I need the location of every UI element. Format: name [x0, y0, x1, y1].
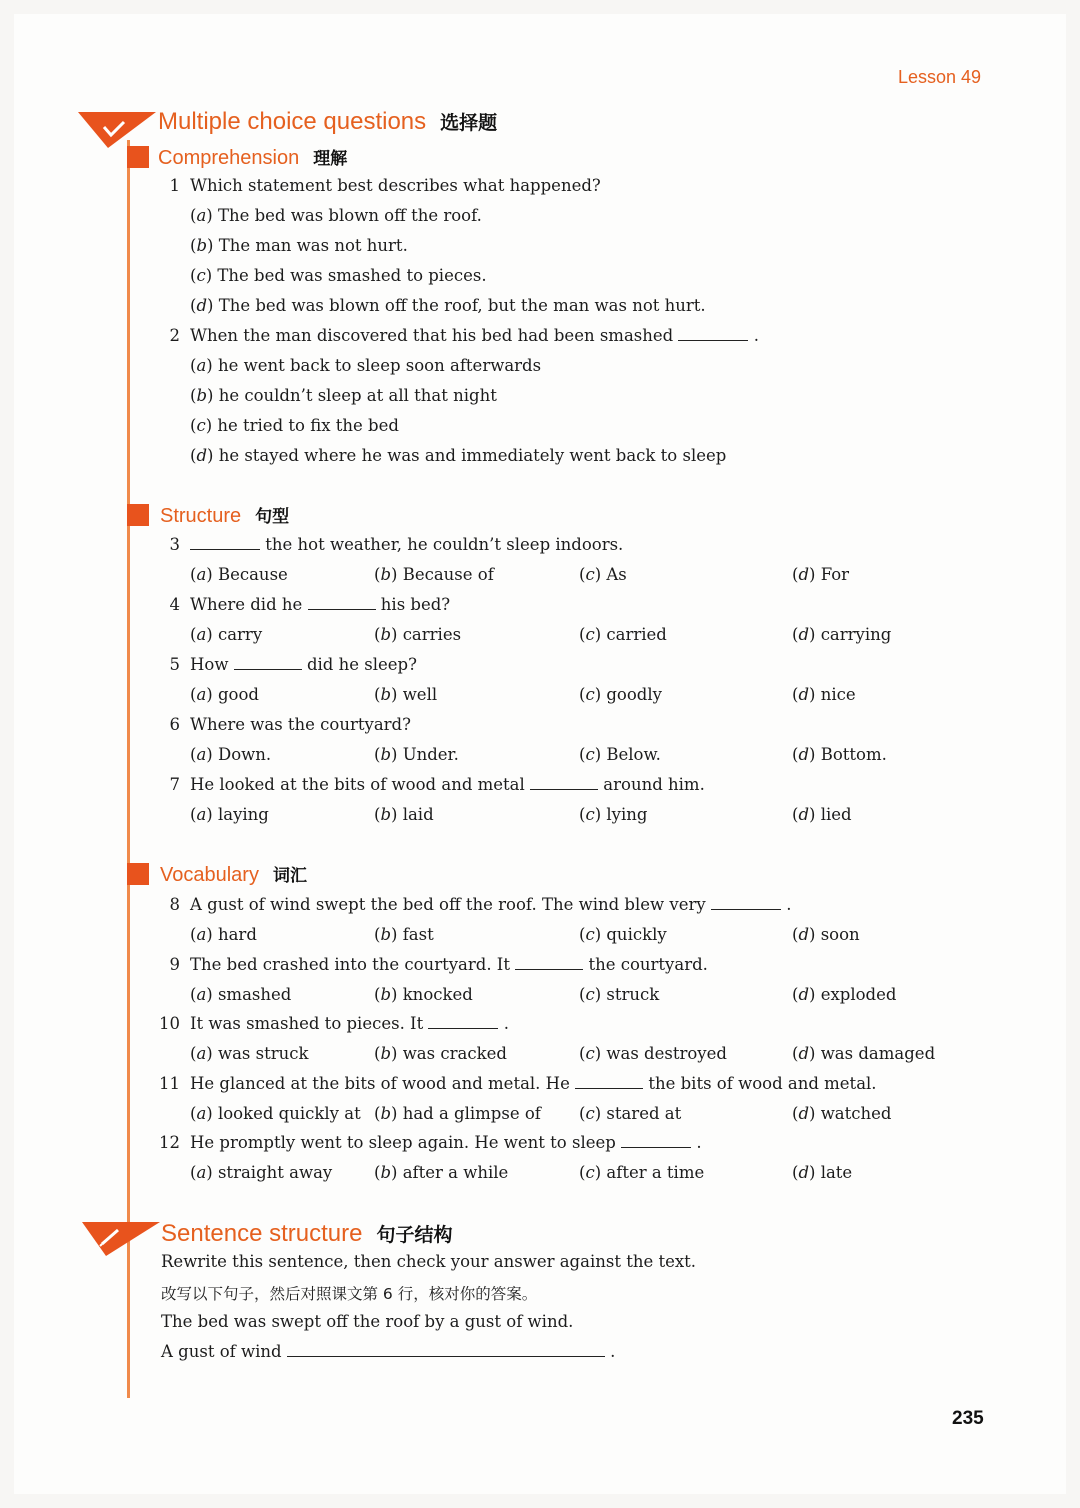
page	[14, 14, 1066, 1494]
option-text: after a while	[402, 1163, 509, 1182]
question-4	[158, 595, 450, 614]
option-8c[interactable]: (c) quickly	[579, 925, 667, 944]
option-11c[interactable]: (c) stared at	[579, 1104, 682, 1123]
option-text: Because of	[402, 565, 494, 584]
sentence-answer-blank[interactable]	[287, 1342, 605, 1357]
comprehension-heading	[158, 144, 347, 170]
option-text: carrying	[820, 625, 892, 644]
option-6c[interactable]: (c) Below.	[579, 745, 661, 764]
option-7d[interactable]: (d) lied	[792, 805, 852, 824]
question-10	[158, 1014, 509, 1033]
option-text: fast	[402, 925, 434, 944]
option-2a[interactable]: (a) he went back to sleep soon afterwards	[190, 356, 542, 375]
answer-blank[interactable]	[621, 1133, 691, 1148]
option-6d[interactable]: (d) Bottom.	[792, 745, 887, 764]
question-2	[158, 326, 759, 345]
option-text: was damaged	[820, 1044, 936, 1063]
option-letter: c	[585, 745, 595, 764]
question-text: The bed crashed into the courtyard. It	[190, 955, 510, 974]
option-9b[interactable]: (b) knocked	[374, 985, 473, 1004]
option-text: quickly	[606, 925, 667, 944]
option-letter: d	[798, 1163, 809, 1182]
question-number: 11	[159, 1074, 180, 1093]
question-text: It was smashed to pieces. It	[190, 1014, 424, 1033]
question-text-end: the courtyard.	[588, 955, 708, 974]
question-11	[158, 1074, 877, 1093]
option-text: lied	[820, 805, 852, 824]
option-letter: c	[585, 805, 595, 824]
option-letter: b	[196, 386, 207, 405]
option-letter: a	[196, 565, 207, 584]
option-letter: a	[196, 625, 207, 644]
question-number: 7	[169, 775, 180, 794]
option-text: Bottom.	[820, 745, 887, 764]
option-5d[interactable]: (d) nice	[792, 685, 856, 704]
option-2d[interactable]: (d) he stayed where he was and immediately went back to sleep	[190, 446, 727, 465]
option-letter: c	[585, 1044, 595, 1063]
option-text: he stayed where he was and immediately went back to sleep	[218, 446, 727, 465]
option-text: struck	[606, 985, 660, 1004]
option-letter: b	[380, 1044, 391, 1063]
option-8b[interactable]: (b) fast	[374, 925, 434, 944]
question-text: He glanced at the bits of wood and metal. He	[190, 1074, 570, 1093]
option-letter: a	[196, 985, 207, 1004]
option-text: had a glimpse of	[402, 1104, 541, 1123]
option-text: As	[606, 565, 627, 584]
option-text: late	[820, 1163, 853, 1182]
option-text: smashed	[217, 985, 292, 1004]
option-letter: a	[196, 356, 207, 375]
structure-heading	[160, 502, 289, 528]
option-6b[interactable]: (b) Under.	[374, 745, 459, 764]
option-text: he went back to sleep soon afterwards	[217, 356, 542, 375]
option-letter: c	[196, 416, 206, 435]
sentence-instruction-cn: 改写以下句子，然后对照课文第 6 行，核对你的答案。	[161, 1285, 538, 1303]
question-text-end: .	[503, 1014, 509, 1033]
option-8d[interactable]: (d) soon	[792, 925, 860, 944]
question-text: Which statement best describes what happened?	[190, 176, 601, 195]
option-letter: c	[585, 1163, 595, 1182]
question-9	[158, 955, 708, 974]
question-number: 12	[159, 1133, 180, 1152]
option-letter: c	[585, 925, 595, 944]
option-text: laid	[402, 805, 434, 824]
page-number: 235	[952, 1408, 984, 1429]
answer-suffix: .	[610, 1342, 616, 1361]
option-text: he tried to fix the bed	[217, 416, 399, 435]
option-letter: a	[196, 1163, 207, 1182]
option-letter: d	[798, 565, 809, 584]
question-1	[158, 176, 601, 195]
vocabulary-title: Vocabulary	[160, 864, 259, 886]
option-letter: d	[798, 985, 809, 1004]
option-text: lying	[606, 805, 648, 824]
question-number: 8	[169, 895, 180, 914]
option-text: knocked	[402, 985, 473, 1004]
option-12d[interactable]: (d) late	[792, 1163, 853, 1182]
answer-blank[interactable]	[308, 595, 376, 610]
question-number: 2	[169, 326, 180, 345]
option-1c[interactable]: (c) The bed was smashed to pieces.	[190, 266, 487, 285]
option-5c[interactable]: (c) goodly	[579, 685, 662, 704]
question-text: When the man discovered that his bed had been smashed	[190, 326, 674, 345]
sentence-answer-line	[161, 1342, 615, 1361]
option-letter: c	[585, 625, 595, 644]
answer-blank[interactable]	[515, 955, 583, 970]
option-3b[interactable]: (b) Because of	[374, 565, 494, 584]
structure-title-cn: 句型	[255, 507, 290, 527]
question-number: 3	[169, 535, 180, 554]
answer-blank[interactable]	[530, 775, 598, 790]
option-text: The bed was smashed to pieces.	[217, 266, 487, 285]
answer-blank[interactable]	[234, 655, 302, 670]
option-text: The bed was blown off the roof.	[217, 206, 482, 225]
option-3a[interactable]: (a) Because	[190, 565, 288, 584]
question-text: He promptly went to sleep again. He went to sleep	[190, 1133, 616, 1152]
option-text: nice	[820, 685, 856, 704]
option-text: was struck	[217, 1044, 309, 1063]
option-text: laying	[217, 805, 269, 824]
sentence-instruction: Rewrite this sentence, then check your answer against the text.	[161, 1252, 697, 1271]
option-10c[interactable]: (c) was destroyed	[579, 1044, 727, 1063]
question-8	[158, 895, 791, 914]
option-11d[interactable]: (d) watched	[792, 1104, 892, 1123]
option-4c[interactable]: (c) carried	[579, 625, 667, 644]
question-text: the hot weather, he couldn’t sleep indoors.	[265, 535, 624, 554]
mcq-heading	[158, 108, 497, 136]
mcq-title-cn: 选择题	[440, 112, 498, 134]
option-9a[interactable]: (a) smashed	[190, 985, 292, 1004]
option-letter: d	[798, 805, 809, 824]
option-letter: d	[798, 685, 809, 704]
option-letter: a	[196, 805, 207, 824]
option-12c[interactable]: (c) after a time	[579, 1163, 705, 1182]
answer-prefix: A gust of wind	[161, 1342, 282, 1361]
option-letter: b	[380, 625, 391, 644]
answer-blank[interactable]	[190, 535, 260, 550]
option-3d[interactable]: (d) For	[792, 565, 850, 584]
question-number: 5	[169, 655, 180, 674]
option-text: carry	[217, 625, 263, 644]
structure-marker	[127, 504, 149, 526]
question-number: 10	[159, 1014, 180, 1033]
option-text: watched	[820, 1104, 892, 1123]
option-12a[interactable]: (a) straight away	[190, 1163, 333, 1182]
option-text: was cracked	[402, 1044, 507, 1063]
option-10b[interactable]: (b) was cracked	[374, 1044, 507, 1063]
option-letter: b	[380, 1163, 391, 1182]
option-4d[interactable]: (d) carrying	[792, 625, 892, 644]
question-3	[158, 535, 623, 554]
comprehension-marker	[127, 146, 149, 168]
option-letter: d	[798, 625, 809, 644]
option-letter: c	[585, 1104, 595, 1123]
option-letter: b	[380, 685, 391, 704]
option-letter: b	[196, 236, 207, 255]
question-text: How	[190, 655, 229, 674]
comprehension-title-cn: 理解	[313, 149, 348, 169]
check-icon	[78, 110, 158, 150]
option-text: well	[402, 685, 438, 704]
answer-blank[interactable]	[428, 1014, 498, 1029]
question-text-end: his bed?	[380, 595, 451, 614]
option-letter: b	[380, 985, 391, 1004]
option-text: goodly	[606, 685, 662, 704]
sentence-heading	[161, 1220, 452, 1248]
option-text: soon	[820, 925, 860, 944]
option-text: exploded	[820, 985, 897, 1004]
option-1a[interactable]: (a) The bed was blown off the roof.	[190, 206, 482, 225]
option-1d[interactable]: (d) The bed was blown off the roof, but the man was not hurt.	[190, 296, 706, 315]
option-letter: d	[798, 925, 809, 944]
question-text-end: around him.	[603, 775, 705, 794]
question-text-end: .	[696, 1133, 702, 1152]
question-text-end: the bits of wood and metal.	[648, 1074, 877, 1093]
question-text: A gust of wind swept the bed off the roof. The wind blew very	[190, 895, 706, 914]
option-text: stared at	[606, 1104, 682, 1123]
option-7a[interactable]: (a) laying	[190, 805, 269, 824]
question-text: Where did he	[190, 595, 303, 614]
option-text: Because	[217, 565, 288, 584]
option-5a[interactable]: (a) good	[190, 685, 259, 704]
question-text: Where was the courtyard?	[190, 715, 411, 734]
option-text: Under.	[402, 745, 459, 764]
answer-blank[interactable]	[711, 895, 781, 910]
option-letter: b	[380, 925, 391, 944]
option-9d[interactable]: (d) exploded	[792, 985, 897, 1004]
option-4b[interactable]: (b) carries	[374, 625, 462, 644]
question-number: 1	[169, 176, 180, 195]
option-text: was destroyed	[606, 1044, 727, 1063]
vocabulary-marker	[127, 863, 149, 885]
question-text-end: .	[753, 326, 759, 345]
option-11b[interactable]: (b) had a glimpse of	[374, 1104, 541, 1123]
question-text-end: did he sleep?	[306, 655, 417, 674]
option-letter: a	[196, 1044, 207, 1063]
option-letter: b	[380, 1104, 391, 1123]
option-5b[interactable]: (b) well	[374, 685, 438, 704]
option-letter: d	[798, 1044, 809, 1063]
option-7c[interactable]: (c) lying	[579, 805, 648, 824]
option-letter: d	[196, 296, 207, 315]
option-10d[interactable]: (d) was damaged	[792, 1044, 936, 1063]
option-letter: a	[196, 206, 207, 225]
option-letter: b	[380, 565, 391, 584]
option-text: carries	[402, 625, 462, 644]
answer-blank[interactable]	[678, 326, 748, 341]
sentence-example: The bed was swept off the roof by a gust of wind.	[161, 1312, 574, 1331]
option-letter: a	[196, 685, 207, 704]
option-3c[interactable]: (c) As	[579, 565, 627, 584]
option-letter: a	[196, 1104, 207, 1123]
option-text: For	[820, 565, 850, 584]
option-1b[interactable]: (b) The man was not hurt.	[190, 236, 408, 255]
comprehension-title: Comprehension	[158, 147, 300, 169]
option-text: after a time	[606, 1163, 705, 1182]
answer-blank[interactable]	[575, 1074, 643, 1089]
option-letter: c	[585, 685, 595, 704]
option-text: Down.	[217, 745, 272, 764]
sentence-title-cn: 句子结构	[376, 1224, 453, 1246]
option-text: The bed was blown off the roof, but the man was not hurt.	[218, 296, 706, 315]
option-2c[interactable]: (c) he tried to fix the bed	[190, 416, 399, 435]
question-text: He looked at the bits of wood and metal	[190, 775, 525, 794]
pen-icon	[82, 1220, 162, 1258]
option-8a[interactable]: (a) hard	[190, 925, 257, 944]
question-7	[158, 775, 705, 794]
option-letter: c	[585, 565, 595, 584]
option-letter: a	[196, 745, 207, 764]
option-2b[interactable]: (b) he couldn’t sleep at all that night	[190, 386, 497, 405]
option-text: Below.	[606, 745, 661, 764]
option-7b[interactable]: (b) laid	[374, 805, 434, 824]
sentence-title: Sentence structure	[161, 1220, 363, 1247]
option-letter: d	[798, 745, 809, 764]
option-text: The man was not hurt.	[218, 236, 408, 255]
option-text: carried	[606, 625, 667, 644]
option-11a[interactable]: (a) looked quickly at	[190, 1104, 361, 1123]
option-letter: a	[196, 925, 207, 944]
option-text: good	[217, 685, 259, 704]
question-number: 4	[169, 595, 180, 614]
vocabulary-title-cn: 词汇	[272, 866, 307, 886]
option-letter: d	[798, 1104, 809, 1123]
vocabulary-heading	[160, 861, 307, 887]
option-12b[interactable]: (b) after a while	[374, 1163, 509, 1182]
option-10a[interactable]: (a) was struck	[190, 1044, 309, 1063]
mcq-title: Multiple choice questions	[158, 108, 427, 135]
option-6a[interactable]: (a) Down.	[190, 745, 272, 764]
option-9c[interactable]: (c) struck	[579, 985, 660, 1004]
option-text: hard	[217, 925, 257, 944]
option-text: he couldn’t sleep at all that night	[218, 386, 497, 405]
question-number: 9	[169, 955, 180, 974]
question-text-end: .	[786, 895, 792, 914]
lesson-label: Lesson 49	[898, 67, 982, 87]
question-number: 6	[169, 715, 180, 734]
option-text: looked quickly at	[217, 1104, 361, 1123]
option-letter: b	[380, 805, 391, 824]
question-12	[158, 1133, 702, 1152]
question-6	[158, 715, 411, 734]
option-letter: d	[196, 446, 207, 465]
option-letter: c	[585, 985, 595, 1004]
option-text: straight away	[217, 1163, 333, 1182]
section-rule	[127, 140, 130, 1398]
option-letter: c	[196, 266, 206, 285]
structure-title: Structure	[160, 505, 242, 527]
option-letter: b	[380, 745, 391, 764]
option-4a[interactable]: (a) carry	[190, 625, 263, 644]
question-5	[158, 655, 417, 674]
